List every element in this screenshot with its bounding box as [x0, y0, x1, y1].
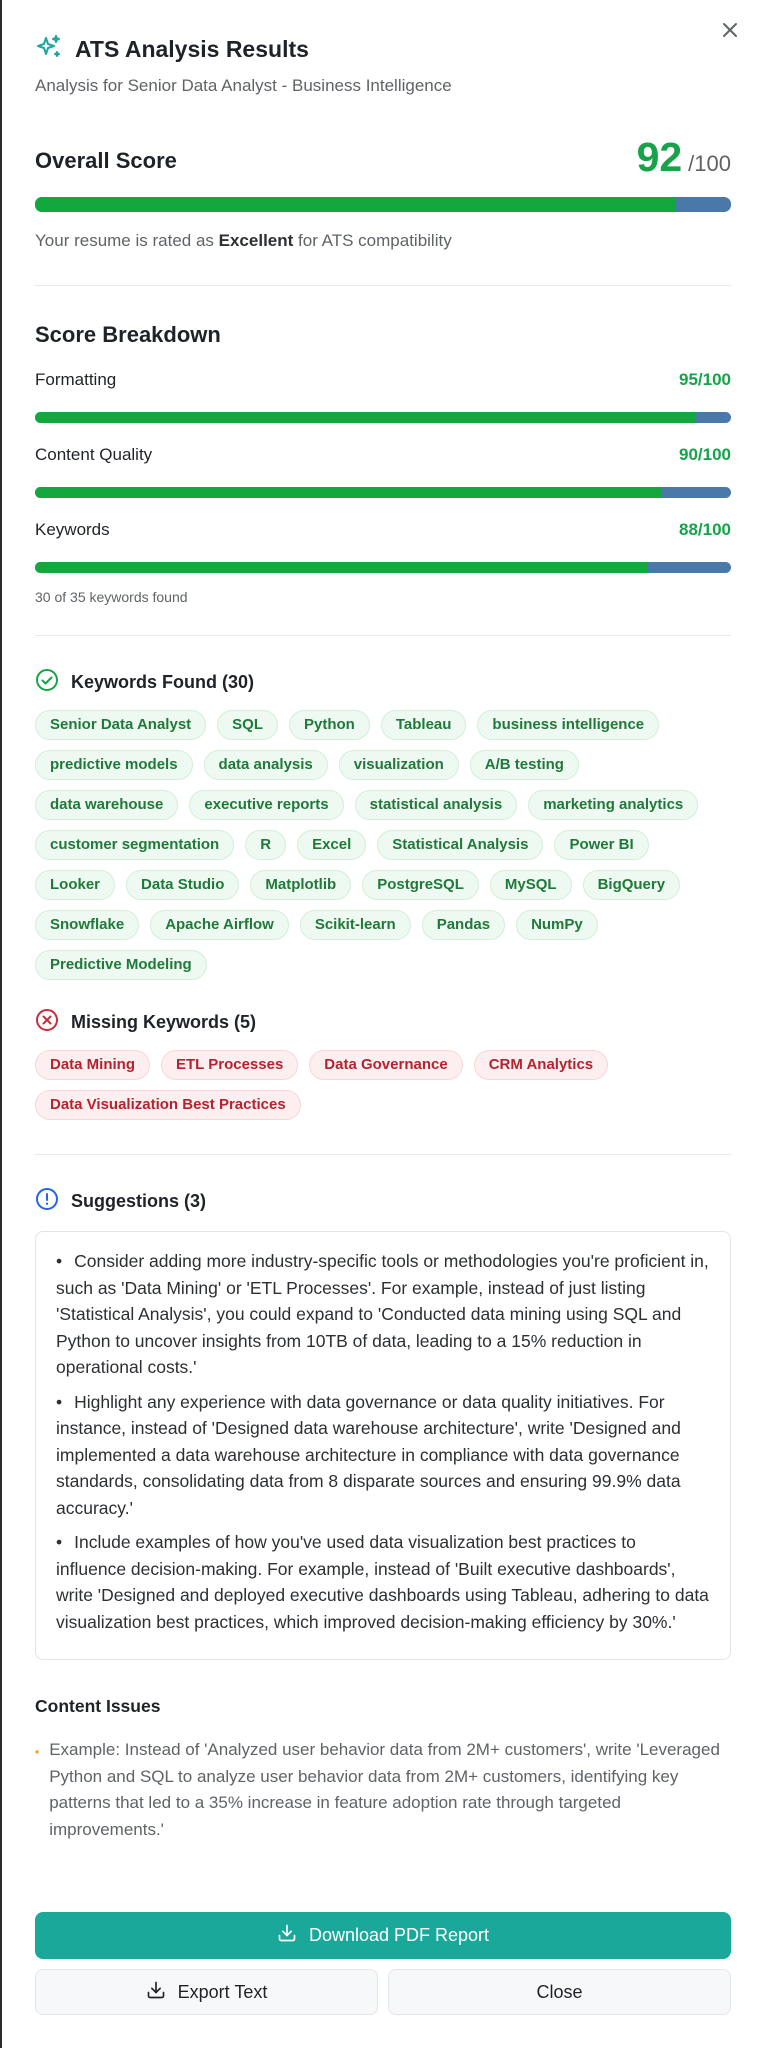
bullet-icon: • [35, 1745, 40, 1759]
metric-score: 95/100 [679, 370, 731, 389]
keyword-found-tag: Scikit-learn [300, 910, 411, 940]
keyword-count: 30 of 35 keywords found [35, 589, 188, 605]
metric-score: 88/100 [679, 520, 731, 539]
content-issues-title: Content Issues [35, 1696, 161, 1716]
keyword-missing-tag: ETL Processes [161, 1050, 298, 1080]
actions [35, 1912, 731, 2015]
overall-score-value: 92 [636, 134, 683, 180]
keyword-found-tag: Data Studio [126, 870, 239, 900]
download-pdf-button[interactable] [35, 1912, 731, 1959]
close-label: Close [536, 1981, 583, 2002]
metric-label: Formatting [35, 370, 117, 389]
download-icon [146, 1980, 166, 2005]
keyword-found-tag: customer segmentation [35, 830, 234, 860]
rating-text: Your resume is rated as Excellent for ATS compatibility [35, 231, 452, 250]
keyword-found-tag: MySQL [490, 870, 572, 900]
keyword-found-tag: PostgreSQL [362, 870, 479, 900]
keyword-found-tag: Apache Airflow [150, 910, 289, 940]
keyword-found-tag: executive reports [189, 790, 343, 820]
close-button[interactable] [388, 1969, 731, 2015]
keyword-missing-tag: Data Governance [309, 1050, 462, 1080]
keyword-found-tag: SQL [217, 710, 278, 740]
keyword-found-tag: business intelligence [477, 710, 659, 740]
page-title: ATS Analysis Results [75, 35, 309, 62]
divider [35, 635, 731, 636]
suggestion-item: • Highlight any experience with data governance or data quality initiatives. For instance, instead of 'Designed data warehouse architecture', write 'Designed and implemented a data warehouse architecture in compliance with data governance standards, consolidating data from 8 disparate sources and ensuring 99.9% data accuracy.' [56, 1391, 681, 1518]
metric-bar-fill [35, 412, 696, 423]
keywords-found-section [35, 670, 731, 980]
keyword-found-tag: Statistical Analysis [377, 830, 543, 860]
rating-value: Excellent [218, 231, 294, 250]
suggestion-item: • Consider adding more industry-specific tools or methodologies you're proficient in, such as 'Data Mining' or 'ETL Processes'. For example, instead of just listing 'Statistical Analysis', you could expand to 'Conducted data mining using SQL and Python to uncover insights from 10TB of data, leading to a 15% reduction in operational costs.' [56, 1251, 709, 1377]
header [35, 0, 731, 96]
metric-bar-fill [35, 487, 661, 498]
content-issues-section [35, 1696, 731, 1843]
keywords-missing-section [35, 1010, 731, 1120]
overall-score-bar-fill [35, 197, 675, 212]
keyword-found-tag: NumPy [516, 910, 598, 940]
keywords-missing-list [35, 1050, 731, 1120]
keyword-found-tag: marketing analytics [528, 790, 698, 820]
metric-bar [35, 562, 731, 573]
alert-circle-icon [35, 1187, 59, 1216]
keyword-missing-tag: CRM Analytics [474, 1050, 608, 1080]
keyword-missing-tag: Data Mining [35, 1050, 150, 1080]
keyword-found-tag: Python [289, 710, 370, 740]
keyword-found-tag: A/B testing [470, 750, 579, 780]
download-icon [277, 1923, 297, 1948]
keyword-found-tag: Tableau [381, 710, 467, 740]
keyword-found-tag: Matplotlib [250, 870, 351, 900]
score-breakdown-section [35, 322, 731, 605]
keywords-found-list [35, 710, 731, 980]
divider [35, 1154, 731, 1155]
keywords-missing-title: Missing Keywords (5) [71, 1011, 257, 1032]
keyword-found-tag: Power BI [554, 830, 648, 860]
metric-formatting [35, 370, 731, 423]
keyword-found-tag: Predictive Modeling [35, 950, 207, 980]
metric-score: 90/100 [679, 445, 731, 464]
metric-bar-fill [35, 562, 647, 573]
keyword-found-tag: data warehouse [35, 790, 178, 820]
keyword-found-tag: Senior Data Analyst [35, 710, 206, 740]
export-text-button[interactable] [35, 1969, 378, 2015]
export-text-label: Export Text [177, 1981, 268, 2002]
metric-keywords [35, 520, 731, 573]
overall-score-max: /100 [688, 151, 731, 176]
keyword-found-tag: Looker [35, 870, 115, 900]
keyword-found-tag: predictive models [35, 750, 193, 780]
check-circle-icon [35, 668, 59, 697]
metric-bar [35, 412, 731, 423]
suggestions-box [35, 1231, 731, 1660]
suggestions-section [35, 1189, 731, 1660]
keyword-found-tag: BigQuery [583, 870, 681, 900]
keyword-found-tag: visualization [339, 750, 459, 780]
keyword-found-tag: Snowflake [35, 910, 139, 940]
ats-results-panel [35, 0, 731, 1843]
section-title: Score Breakdown [35, 322, 221, 347]
metric-label: Keywords [35, 520, 110, 539]
metric-bar [35, 487, 731, 498]
keywords-found-title: Keywords Found (30) [71, 671, 255, 692]
keyword-found-tag: R [245, 830, 286, 860]
overall-score-section [35, 134, 731, 251]
download-pdf-label: Download PDF Report [308, 1925, 490, 1945]
overall-score-label: Overall Score [35, 148, 177, 173]
keyword-found-tag: statistical analysis [355, 790, 518, 820]
divider [35, 285, 731, 286]
metric-label: Content Quality [35, 445, 153, 464]
sparkles-icon [35, 33, 63, 66]
metric-content-quality [35, 445, 731, 498]
suggestion-item: • Include examples of how you've used data visualization best practices to influence decision-making. For example, instead of 'Built executive dashboards', write 'Designed and deployed executive dashboards using Tableau, adhering to data visualization best practices, which improved decision-making efficiency by 30%.' [56, 1532, 709, 1632]
x-circle-icon [35, 1008, 59, 1037]
page-subtitle: Analysis for Senior Data Analyst - Business Intelligence [35, 76, 452, 95]
keyword-found-tag: Excel [297, 830, 366, 860]
keyword-missing-tag: Data Visualization Best Practices [35, 1090, 301, 1120]
overall-score-bar [35, 197, 731, 212]
content-issue-item: • Example: Instead of 'Analyzed user behavior data from 2M+ customers', write 'Leveraged Python and SQL to analyze user behavior data from 2M+ customers, identifying key patterns that led to a 35% increase in feature adoption rate through targeted improvements.' [35, 1737, 731, 1843]
suggestions-title: Suggestions (3) [71, 1190, 207, 1211]
window-edge [0, 0, 2, 2048]
keyword-found-tag: Pandas [422, 910, 505, 940]
keyword-found-tag: data analysis [204, 750, 328, 780]
